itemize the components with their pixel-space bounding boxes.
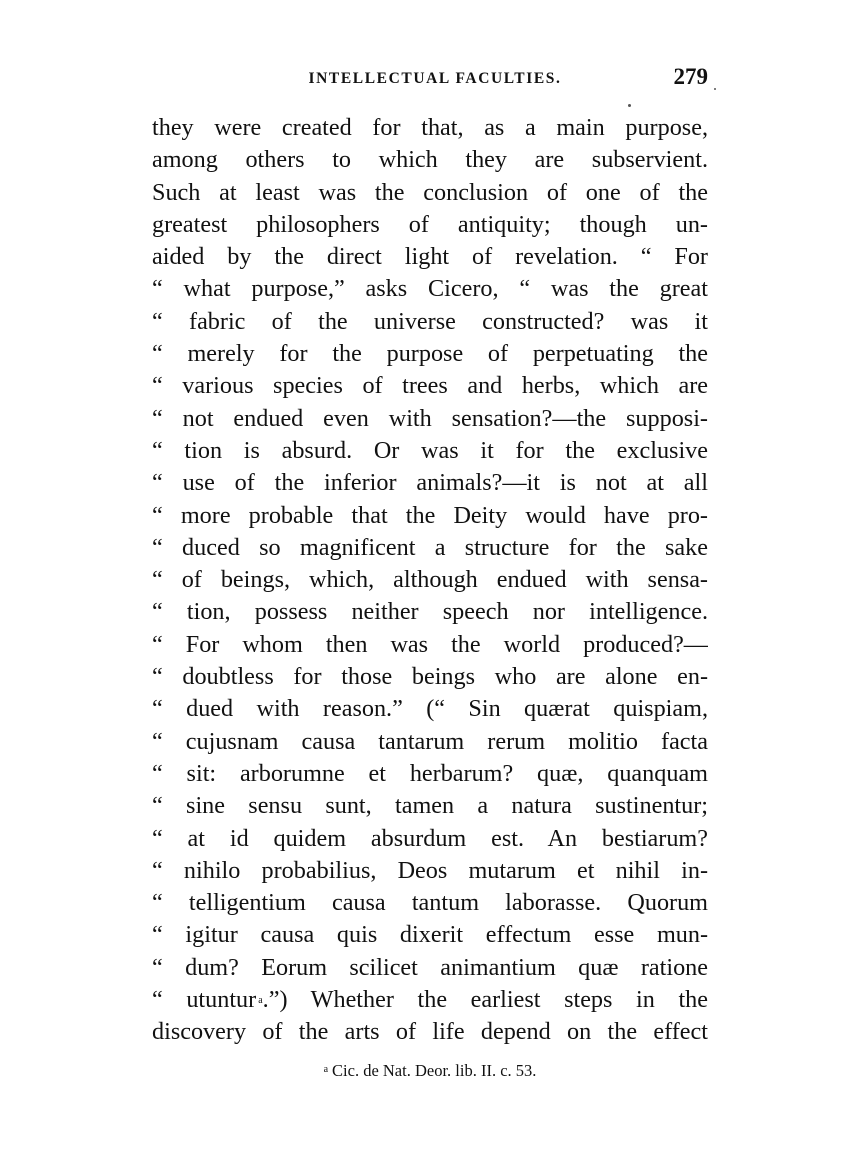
text-line: “ duced so magnificent a structure for the sake: [152, 533, 708, 561]
text-line: “ more probable that the Deity would have pro-: [152, 501, 708, 529]
text-line: “ of beings, which, although endued with sensa-: [152, 566, 708, 594]
text-line: discovery of the arts of life depend on the effect: [152, 1018, 708, 1046]
text-line: greatest philosophers of antiquity; though un-: [152, 210, 708, 238]
text-line: “ nihilo probabilius, Deos mutarum et nihil in-: [152, 856, 708, 884]
text-line: “ at id quidem absurdum est. An bestiarum?: [152, 824, 708, 852]
text-line: “ dum? Eorum scilicet animantium quæ ratione: [152, 953, 708, 981]
text-line: “ For whom then was the world produced?—: [152, 630, 708, 658]
footnote-text: Cic. de Nat. Deor. lib. II. c. 53.: [332, 1061, 537, 1080]
text-line: Such at least was the conclusion of one of the: [152, 178, 708, 206]
text-line: “ use of the inferior animals?—it is not at all: [152, 469, 708, 497]
print-speck: [628, 104, 631, 107]
page-number: 279: [673, 64, 708, 89]
text-line: they were created for that, as a main purpose,: [152, 114, 708, 141]
text-line: “ sit: arborumne et herbarum? quæ, quanquam: [152, 759, 708, 787]
text-line: “ tion, possess neither speech nor intelligence.: [152, 598, 708, 626]
text-line: “ merely for the purpose of perpetuating the: [152, 340, 708, 368]
text-line-rest: .”) Whether the earliest steps in the: [262, 986, 708, 1014]
text-line-start: “ utuntur: [152, 986, 257, 1014]
text-line: “ sine sensu sunt, tamen a natura sustinentur;: [152, 792, 708, 820]
running-title: INTELLECTUAL FACULTIES.: [308, 70, 562, 87]
print-speck: [714, 88, 716, 90]
text-line: aided by the direct light of revelation. “ For: [152, 243, 708, 271]
footnote: [152, 1061, 708, 1081]
text-line: “ fabric of the universe constructed? was it: [152, 307, 708, 335]
text-line: “ dued with reason.” (“ Sin quærat quispiam,: [152, 695, 708, 723]
text-line: “ igitur causa quis dixerit effectum esse mun-: [152, 921, 708, 949]
text-line: “ not endued even with sensation?—the supposi-: [152, 404, 708, 432]
body-text: [152, 112, 708, 1049]
running-head: [152, 64, 708, 94]
text-line: “ various species of trees and herbs, which are: [152, 372, 708, 400]
text-line: “ tion is absurd. Or was it for the exclusive: [152, 436, 708, 464]
text-line: “ what purpose,” asks Cicero, “ was the great: [152, 275, 708, 303]
text-line: among others to which they are subservient.: [152, 146, 708, 174]
text-line: “ cujusnam causa tantarum rerum molitio facta: [152, 727, 708, 755]
footnote-marker: a: [323, 1064, 329, 1075]
text-line: “ doubtless for those beings who are alone en-: [152, 663, 708, 691]
text-line-with-footnote-ref: [152, 984, 708, 1016]
footnote-reference: a: [258, 995, 263, 1007]
text-line: “ telligentium causa tantum laborasse. Quorum: [152, 889, 708, 917]
